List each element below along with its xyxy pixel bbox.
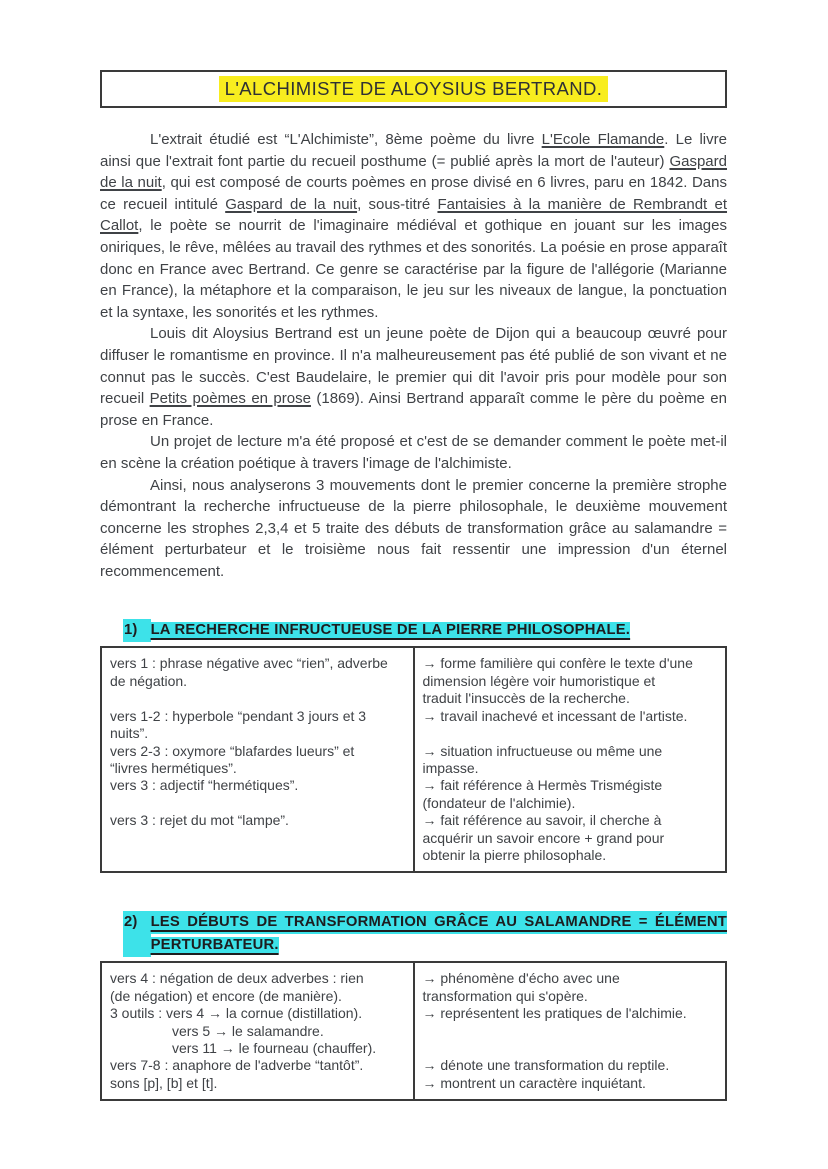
paragraph-text: L'extrait étudié est “L'Alchimiste”, 8ème poème du livre [150,131,542,148]
table-cell-line: obtenir la pierre philosophale. [422,846,607,863]
section-1 [100,619,727,873]
introduction-paragraphs [100,129,727,582]
underlined-title-reference: Gaspard de la nuit [100,152,727,192]
table-cell-line [110,795,405,812]
table-cell-line: vers 11 → le fourneau (chauffer). [172,1039,377,1056]
title-box [100,70,727,108]
paragraph-text: , qui est composé de courts poèmes en prose divisé en 6 livres, paru en 1842. Dans ce recueil intitulé [100,174,727,213]
table-cell-line: vers 2-3 : oxymore “blafardes lueurs” et [110,742,355,759]
paragraph-text: , sous-titré [357,195,438,213]
paragraph-text: , le poète se nourrit de l'imaginaire médiéval et gothique en jouant sur les images oniriques, le rêve, mêlées au travail des rythmes et des sonorités. La poésie en prose apparaît donc en France avec Bertrand. Ce genre se caractérise par la figure de l'allégorie (Marianne en France), la métaphore et la comparaison, le jeu sur les niveaux de langue, la ponctuation et la syntaxe, les sonorités et les rythmes. [100,217,728,321]
table-cell-line: impasse. [422,759,479,776]
underlined-title-reference: Petits poèmes en prose [149,390,311,408]
table-cell-line: transformation qui s'opère. [422,987,588,1004]
table-cell-line: vers 5 → le salamandre. [172,1022,324,1039]
paragraph [100,129,727,323]
section-1-heading [123,619,727,642]
paragraph [100,323,727,431]
table-cell-line [423,1023,718,1040]
table-cell-line: traduit l'insuccès de la recherche. [422,690,630,707]
paragraph-text: . Le livre ainsi que l'extrait font partie du recueil posthume (= publié après la mort de l'auteur) [100,131,727,170]
table-cell-line: sons [p], [b] et [t]. [110,1074,218,1091]
paragraph [100,475,727,583]
section-2 [100,911,727,1101]
table-cell-line: → fait référence à Hermès Trismégiste [422,777,663,794]
table-cell-line: → forme familière qui confère le texte d'une [422,655,693,672]
table-cell-line: vers 1-2 : hyperbole “pendant 3 jours et 3 [110,707,367,724]
section-2-table [100,961,727,1101]
paragraph-text: Ainsi, nous analyserons 3 mouvements dont le premier concerne la première strophe démontrant la recherche infructueuse de la pierre philosophale, le deuxième mouvement concerne les strophes 2,3,4 et 5 traite des débuts de transformation grâce au salamandre = élément perturbateur et le troisième nous fait ressentir une impression d'un éternel recommencement. [100,476,727,580]
paragraph-text: Un projet de lecture m'a été proposé et c'est de se demander comment le poète met-il en scène la création poétique à travers l'image de l'alchimiste. [100,433,727,472]
table-cell-line: → travail inachevé et incessant de l'artiste. [422,707,688,724]
table-cell-line: → dénote une transformation du reptile. [422,1057,670,1074]
table-cell-line [423,1040,718,1057]
table-cell-line: vers 7-8 : anaphore de l'adverbe “tantôt”. [110,1057,364,1074]
table-cell-line: (de négation) et encore (de manière). [110,987,342,1004]
table-cell-line: vers 4 : négation de deux adverbes : rien [110,970,364,987]
section-heading-text: PERTURBATEUR. [150,937,279,954]
table-cell-line [423,725,718,742]
section-1-number: 1) [123,619,151,642]
table-cell-line: → représentent les pratiques de l'alchimie. [422,1005,687,1022]
table-cell-line: nuits”. [110,725,149,742]
paragraph-text: Louis dit Aloysius Bertrand est un jeune poète de Dijon qui a beaucoup œuvré pour diffuser le romantisme en province. Il n'a malheureusement pas été publié de son vivant et ne connut pas le succès. C'est Baudelaire, le premier qui dit l'avoir pris pour modèle pour son recueil [100,325,727,408]
underlined-title-reference: Fantaisies à la manière de Rembrandt et Callot [100,195,728,235]
table-row [101,962,726,1100]
section-heading-line: LES DÉBUTS DE TRANSFORMATION GRÂCE AU SALAMANDRE = ÉLÉMENT [151,911,727,934]
section-1-interpretations-cell [414,647,727,872]
table-cell-line: vers 3 : rejet du mot “lampe”. [110,812,289,829]
table-cell-line: → situation infructueuse ou même une [422,742,663,759]
table-cell-line: 3 outils : vers 4 → la cornue (distillation). [110,1005,363,1022]
section-heading-line [151,619,727,642]
table-row [101,647,726,872]
table-cell-line: dimension légère voir humoristique et [422,672,656,689]
document-title: L'ALCHIMISTE DE ALOYSIUS BERTRAND. [219,76,609,102]
table-cell-line: “livres hermétiques”. [110,759,237,776]
section-2-heading-text [151,911,727,957]
table-cell-line: vers 3 : adjectif “hermétiques”. [110,777,299,794]
section-heading-line [151,934,727,957]
underlined-title-reference: L'Ecole Flamande [541,131,665,148]
underlined-title-reference: Gaspard de la nuit [225,195,358,213]
section-1-observations-cell [101,647,414,872]
section-2-number: 2) [123,911,151,957]
table-cell-line: vers 1 : phrase négative avec “rien”, adverbe [110,655,388,672]
table-cell-line [110,690,405,707]
section-2-heading [123,911,727,957]
table-cell-line: → fait référence au savoir, il cherche à [422,812,662,829]
paragraph-text: (1869). Ainsi Bertrand apparaît comme le père du poème en prose en France. [100,390,727,429]
section-heading-text: LA RECHERCHE INFRUCTUEUSE DE LA PIERRE PHILOSOPHALE. [150,622,631,639]
section-2-observations-cell [101,962,414,1100]
table-cell-line: acquérir un savoir encore + grand pour [422,829,665,846]
paragraph [100,431,727,474]
section-2-interpretations-cell [414,962,727,1100]
section-1-heading-text [151,619,727,642]
table-cell-line: → phénomène d'écho avec une [422,970,620,987]
section-1-table [100,646,727,873]
table-cell-line: de négation. [110,672,188,689]
table-cell-line: → montrent un caractère inquiétant. [422,1074,646,1091]
table-cell-line: (fondateur de l'alchimie). [422,794,576,811]
